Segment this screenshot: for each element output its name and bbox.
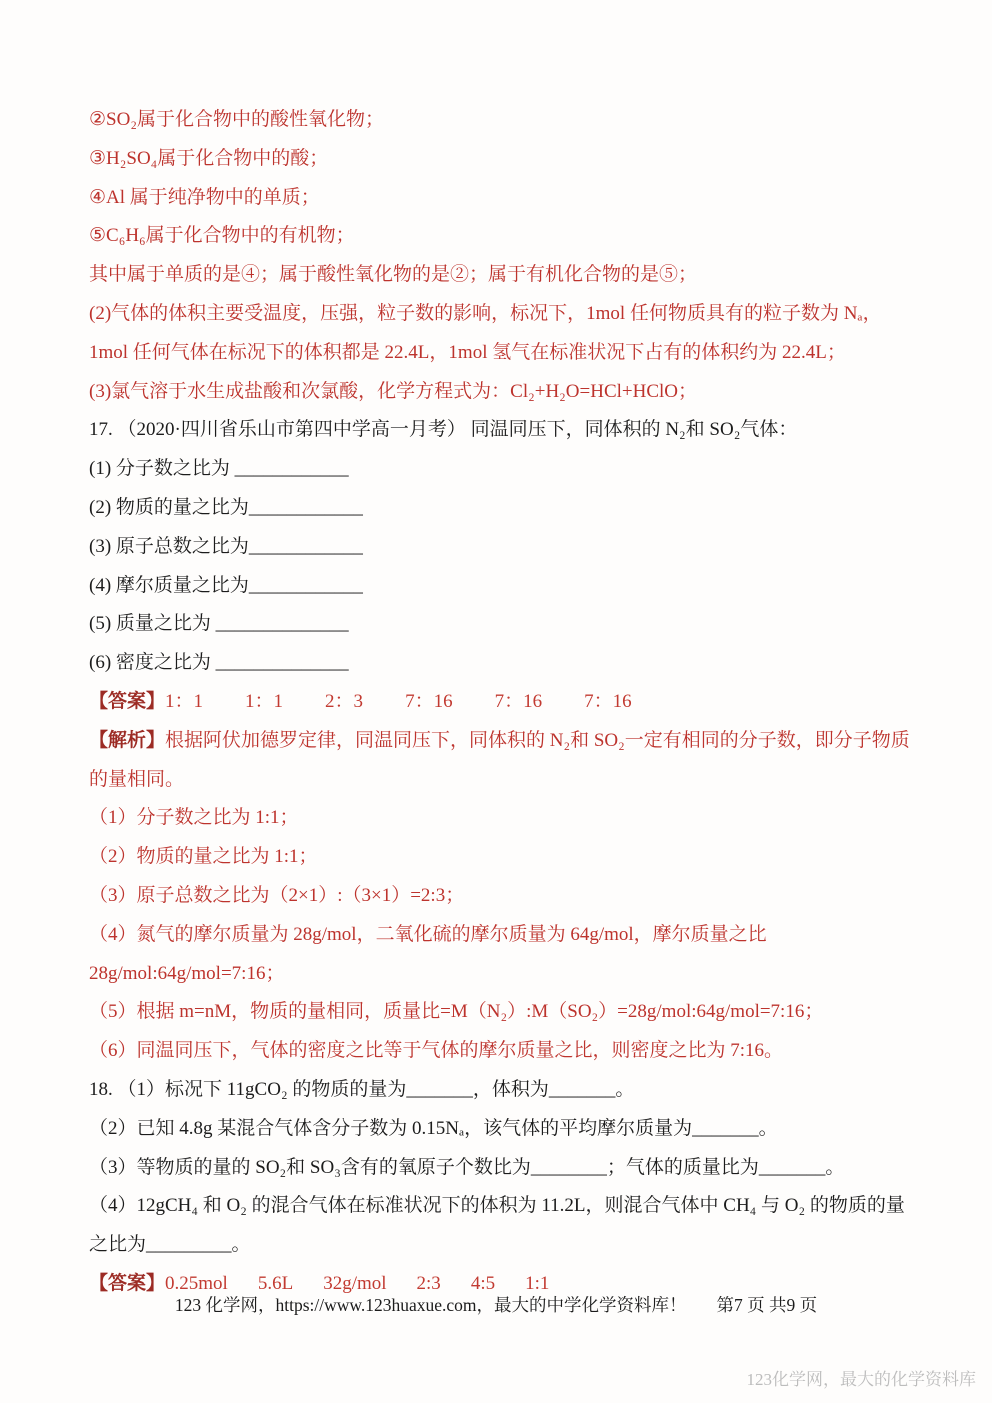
q17-item-2: (2) 物质的量之比为____________ xyxy=(89,496,363,518)
document-content xyxy=(89,101,911,1304)
q18-line-3: （3）等物质的量的 SO₂和 SO₃含有的氧原子个数比为________；气体的质量比为_______。 xyxy=(89,1156,845,1178)
q17-item-6: (6) 密度之比为 ______________ xyxy=(89,652,349,674)
q18-answer-label: 【答案】 xyxy=(89,1272,166,1294)
q18-line-1: 18. （1）标况下 11gCO₂ 的物质的量为_______，体积为_______。 xyxy=(89,1078,635,1100)
q17-analysis-line-4: （4）氮气的摩尔质量为 28g/mol，二氧化硫的摩尔质量为 64g/mol，摩尔质量之比 28g/mol:64g/mol=7:16； xyxy=(89,923,767,984)
solution16-line-7: (3)氯气溶于水生成盐酸和次氯酸，化学方程式为：Cl₂+H₂O=HCl+HClO； xyxy=(89,380,698,402)
q17-analysis-line-2: （2）物质的量之比为 1:1； xyxy=(89,846,318,868)
q18-answer-value: 32g/mol xyxy=(323,1272,387,1294)
q17-analysis-intro: 根据阿伏加德罗定律，同温同压下，同体积的 N₂和 SO₂一定有相同的分子数，即分子物质的量相同。 xyxy=(89,729,910,790)
q17-answer-row xyxy=(89,683,911,722)
q17-analysis-line-3: （3）原子总数之比为（2×1）:（3×1）=2:3； xyxy=(89,884,465,906)
q17-answer-value: 1：1 xyxy=(245,690,284,712)
solution16-line-5: 其中属于单质的是④；属于酸性氧化物的是②；属于有机化合物的是⑤； xyxy=(89,264,698,286)
q17-stem: 17. （2020·四川省乐山市第四中学高一月考） 同温同压下，同体积的 N₂和 SO₂气体： xyxy=(89,419,798,441)
q17-answer-label: 【答案】 xyxy=(89,690,166,712)
solution16-line-1: ②SO₂属于化合物中的酸性氧化物； xyxy=(89,109,384,130)
q17-item-1: (1) 分子数之比为 ____________ xyxy=(89,458,349,480)
q17-analysis-line-5: （5）根据 m=nM，物质的量相同，质量比=M（N₂）:M（SO₂）=28g/mol:64g/mol=7:16； xyxy=(89,1001,824,1023)
footer-page-number: 第7 页 共9 页 xyxy=(716,1295,818,1315)
q18-line-2: （2）已知 4.8g 某混合气体含分子数为 0.15Nₐ，该气体的平均摩尔质量为_______。 xyxy=(89,1117,778,1139)
q18-answer-value: 5.6L xyxy=(257,1272,294,1294)
q17-analysis-label: 【解析】 xyxy=(89,729,166,751)
q17-item-4: (4) 摩尔质量之比为____________ xyxy=(89,574,363,596)
watermark-text: 123化学网，最大的化学资料库 xyxy=(746,1370,976,1389)
page-footer xyxy=(0,1290,992,1320)
solution16-line-6: (2)气体的体积主要受温度，压强，粒子数的影响，标况下，1mol 任何物质具有的粒子数为 Nₐ，1mol 任何气体在标况下的体积都是 22.4L，1mol 氢气在标准状况下占有的体积约为 22.4L； xyxy=(89,302,882,363)
q17-item-5: (5) 质量之比为 ______________ xyxy=(89,613,349,635)
q18-answer-value: 2:3 xyxy=(416,1272,441,1294)
q17-answer-value: 7：16 xyxy=(584,690,632,712)
q17-answer-value: 7：16 xyxy=(405,690,453,712)
q17-answer-value: 2：3 xyxy=(325,690,364,712)
solution16-line-4: ⑤C₆H₆属于化合物中的有机物； xyxy=(89,225,355,247)
q18-line-4: （4）12gCH₄ 和 O₂ 的混合气体在标准状况下的体积为 11.2L，则混合气体中 CH₄ 与 O₂ 的物质的量之比为_________。 xyxy=(89,1195,905,1256)
q18-answer-value: 4:5 xyxy=(470,1272,496,1294)
q17-answer-value: 7：16 xyxy=(494,690,543,712)
solution16-line-2: ③H₂SO₄属于化合物中的酸； xyxy=(89,147,329,169)
q18-answer-value: 1:1 xyxy=(525,1272,550,1294)
q17-item-3: (3) 原子总数之比为____________ xyxy=(89,535,363,557)
q18-answer-value: 0.25mol xyxy=(165,1272,228,1294)
q17-analysis-line-1: （1）分子数之比为 1:1； xyxy=(89,807,299,829)
solution16-line-3: ④Al 属于纯净物中的单质； xyxy=(89,186,320,208)
q17-answer-value: 1：1 xyxy=(165,690,204,712)
q17-analysis-line-6: （6）同温同压下，气体的密度之比等于气体的摩尔质量之比，则密度之比为 7:16。 xyxy=(89,1040,784,1062)
footer-site-text: 123 化学网，https://www.123huaxue.com，最大的中学化学资料库！ xyxy=(174,1295,687,1315)
q17-analysis xyxy=(89,722,911,800)
